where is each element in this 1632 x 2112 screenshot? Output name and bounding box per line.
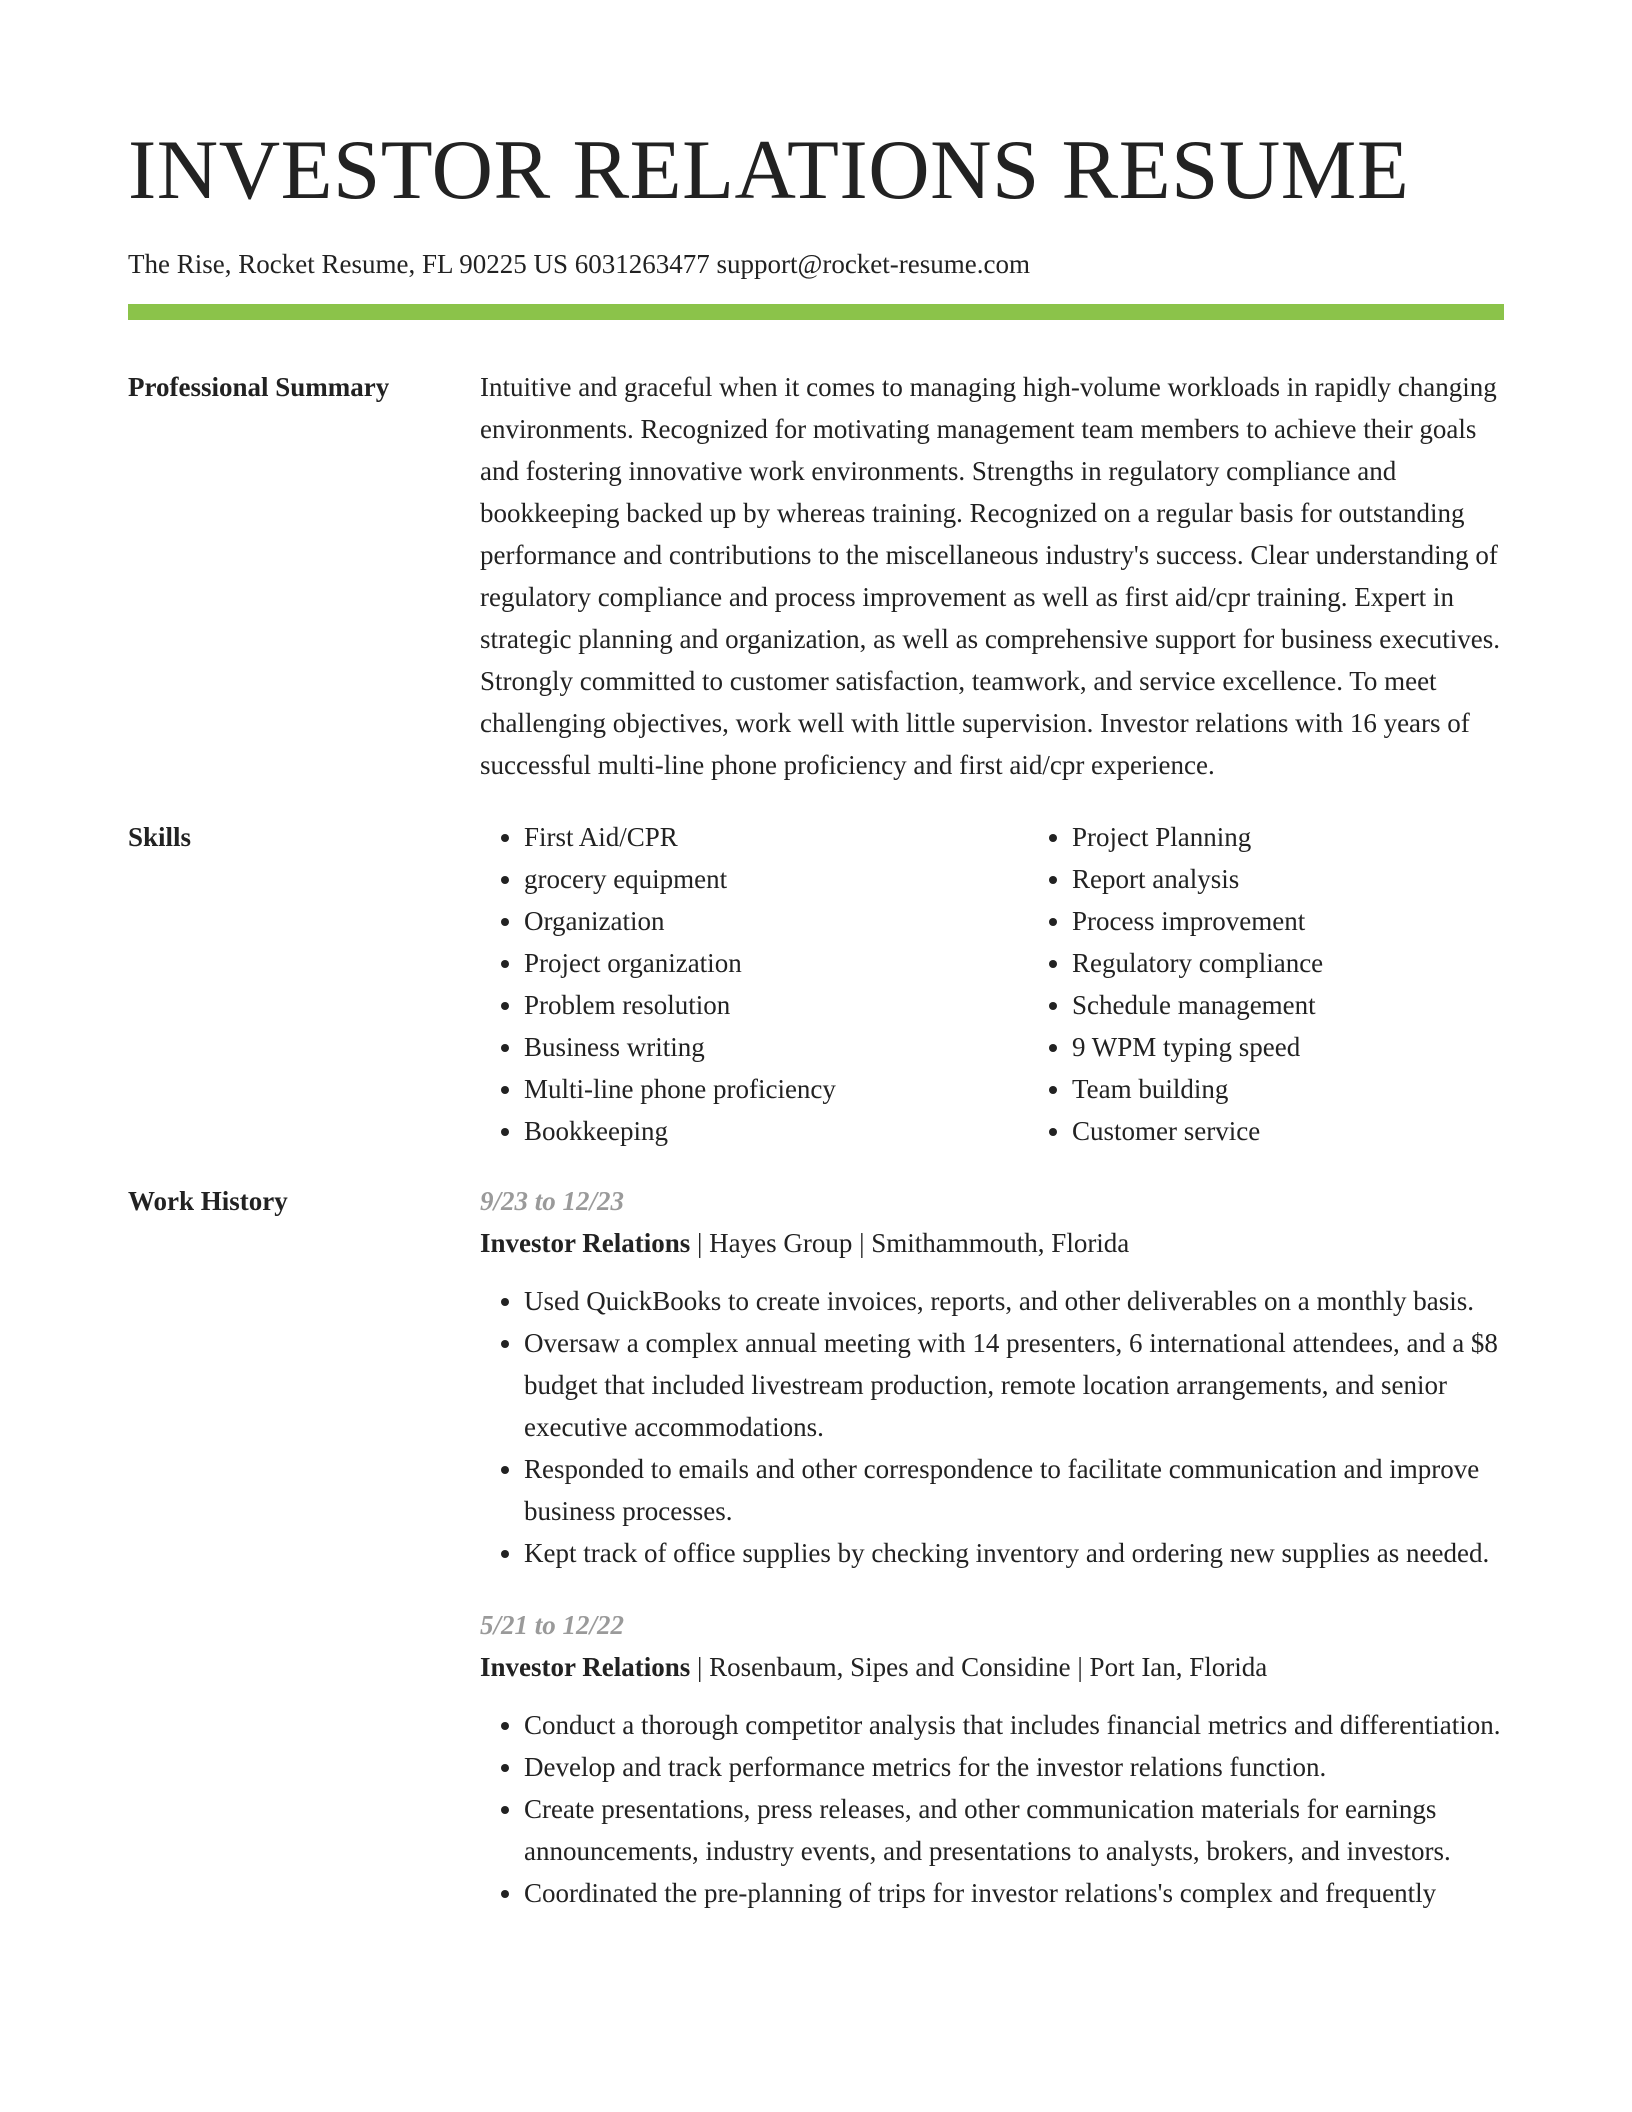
accent-divider (128, 304, 1504, 320)
skill-item: • Report analysis (1072, 858, 1576, 900)
job-title: Investor Relations (480, 1652, 691, 1682)
skill-item: • Project Planning (1072, 816, 1576, 858)
skill-item: • First Aid/CPR (524, 816, 1028, 858)
skill-item: • Business writing (524, 1026, 1028, 1068)
job-details: | Rosenbaum, Sipes and Considine | Port Ian, Florida (690, 1652, 1268, 1682)
skill-item: • Customer service (1072, 1110, 1576, 1152)
skill-item: • Problem resolution (524, 984, 1028, 1026)
job-bullet: • Oversaw a complex annual meeting with 14 presenters, 6 international attendees, and a $8 budget that included livestream production, remote location arrangements, and senior executive accommodations. (524, 1322, 1504, 1448)
section-label-skills: Skills (128, 822, 192, 852)
job-bullet: • Conduct a thorough competitor analysis that includes financial metrics and differentiation. (524, 1704, 1504, 1746)
job-dates: 5/21 to 12/22 (480, 1610, 625, 1640)
resume-page (128, 0, 1504, 1944)
skills-section (128, 816, 1504, 1152)
skills-list-left (480, 816, 1028, 1152)
skills-list-right (1028, 816, 1576, 1152)
job-heading (480, 1222, 1504, 1264)
job-bullet: • Used QuickBooks to create invoices, reports, and other deliverables on a monthly basis. (524, 1280, 1504, 1322)
job-entry (480, 1604, 1504, 1914)
professional-summary-section (128, 366, 1504, 786)
summary-body (480, 366, 1504, 786)
skills-body (480, 816, 1576, 1152)
job-bullet: • Coordinated the pre-planning of trips for investor relations's complex and frequently (524, 1872, 1504, 1914)
section-label-summary: Professional Summary (128, 372, 390, 402)
job-bullet: • Develop and track performance metrics for the investor relations function. (524, 1746, 1504, 1788)
skill-item: • Process improvement (1072, 900, 1576, 942)
skills-columns (480, 816, 1576, 1152)
work-body (480, 1180, 1504, 1944)
job-entry (480, 1180, 1504, 1574)
skill-item: • Team building (1072, 1068, 1576, 1110)
job-bullet: • Responded to emails and other correspondence to facilitate communication and improve business processes. (524, 1448, 1504, 1532)
contact-line: The Rise, Rocket Resume, FL 90225 US 6031263477 support@rocket-resume.com (128, 249, 1030, 279)
job-bullets (480, 1280, 1504, 1574)
skill-item: • 9 WPM typing speed (1072, 1026, 1576, 1068)
skill-item: • grocery equipment (524, 858, 1028, 900)
resume-title: INVESTOR RELATIONS RESUME (128, 123, 1410, 217)
skill-item: • Organization (524, 900, 1028, 942)
job-dates: 9/23 to 12/23 (480, 1186, 625, 1216)
skill-item: • Bookkeeping (524, 1110, 1028, 1152)
summary-text: Intuitive and graceful when it comes to managing high-volume workloads in rapidly changing environments. Recognized for motivating management team members to achieve their goals and fostering innovative work environments. Strengths in regulatory compliance and bookkeeping backed up by whereas training. Recognized on a regular basis for outstanding performance and contributions to the miscellaneous industry's success. Clear understanding of regulatory compliance and process improvement as well as first aid/cpr training. Expert in strategic planning and organization, as well as comprehensive support for business executives. Strongly committed to customer satisfaction, teamwork, and service excellence. To meet challenging objectives, work well with little supervision. Investor relations with 16 years of successful multi-line phone proficiency and first aid/cpr experience. (480, 372, 1500, 780)
job-bullet: • Create presentations, press releases, and other communication materials for earnings announcements, industry events, and presentations to analysts, brokers, and investors. (524, 1788, 1504, 1872)
skill-item: • Multi-line phone proficiency (524, 1068, 1028, 1110)
skill-item: • Regulatory compliance (1072, 942, 1576, 984)
skill-item: • Project organization (524, 942, 1028, 984)
job-details: | Hayes Group | Smithammouth, Florida (690, 1228, 1130, 1258)
job-heading (480, 1646, 1504, 1688)
skill-item: • Schedule management (1072, 984, 1576, 1026)
job-title: Investor Relations (480, 1228, 691, 1258)
job-bullet: • Kept track of office supplies by checking inventory and ordering new supplies as needed. (524, 1532, 1504, 1574)
section-label-work: Work History (128, 1186, 288, 1216)
work-history-section (128, 1180, 1504, 1944)
job-bullets (480, 1704, 1504, 1914)
